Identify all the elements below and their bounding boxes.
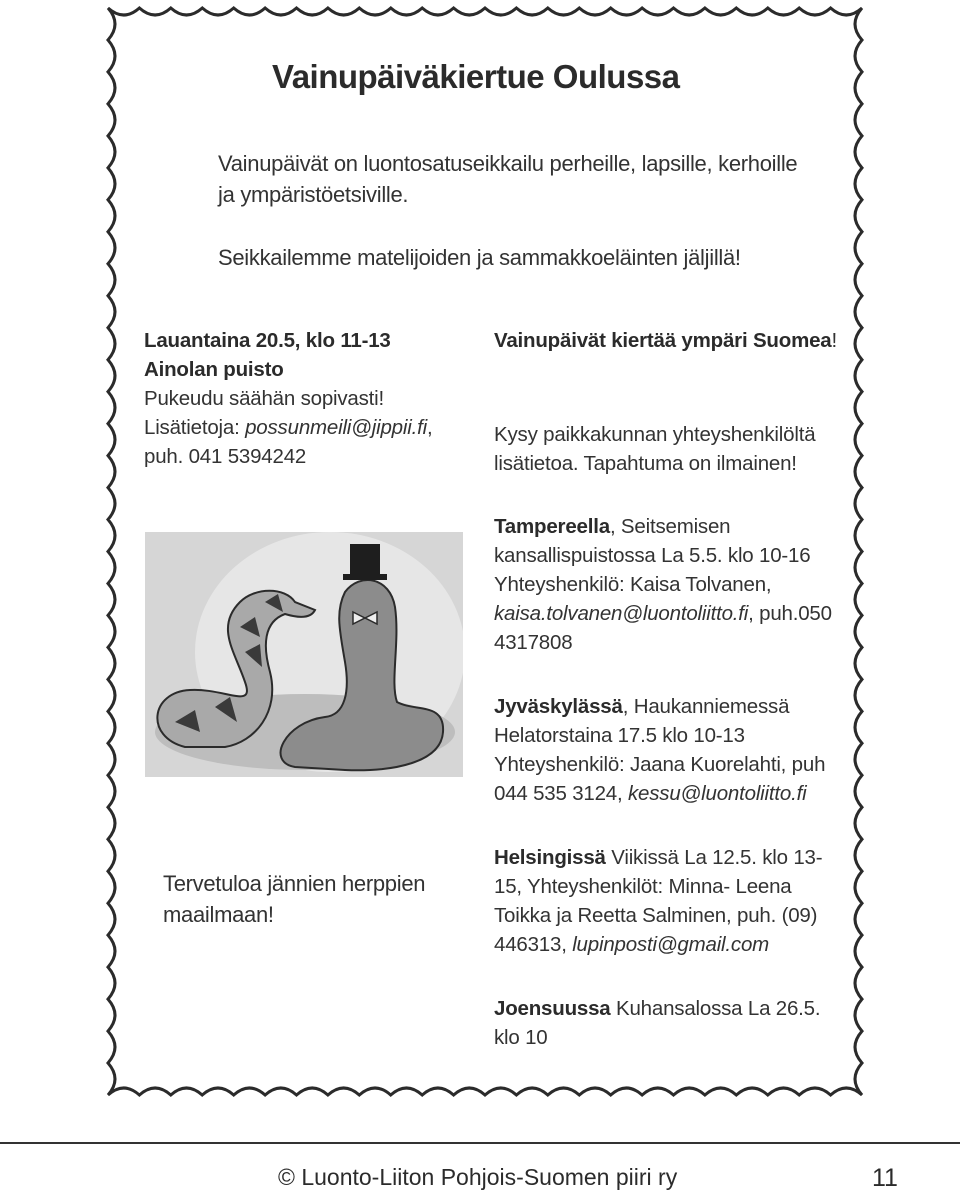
welcome-text: Tervetuloa jännien herppien maailmaan! [163,871,426,927]
intro-subtext: Seikkailemme matelijoiden ja sammakkoeläinten jäljillä! [218,245,741,270]
tour-heading-end: ! [831,329,837,352]
event-jyvaskyla [494,692,839,808]
event-city: Joensuussa [494,997,611,1020]
page-title: Vainupäiväkiertue Oulussa [272,58,680,95]
intro-text: Vainupäivät on luontosatuseikkailu perheille, lapsille, kerhoille ja ympäristöetsiville. [218,151,798,207]
footer-copyright: © Luonto-Liiton Pohjois-Suomen piiri ry [278,1164,678,1190]
event-phone: , puh.050 4317808 [494,602,832,654]
event-email-link[interactable]: lupinposti@gmail.com [572,933,770,956]
info-label: Lisätietoja: [144,416,246,439]
oulu-contact [144,413,464,471]
event-city: Tampereella [494,515,610,538]
event-email-link[interactable]: kessu@luontoliitto.fi [628,782,807,805]
event-details: Viikissä La 12.5. klo 13-15, Yhteyshenkilöt: Minna- Leena Toikka ja Reetta Salminen, puh. (09) 446313, [494,846,823,956]
event-details: , Seitsemisen kansallispuistossa La 5.5. klo 10-16 Yhteyshenkilö: Kaisa Tolvanen, [494,515,811,596]
event-email-link[interactable]: kaisa.tolvanen@luontoliitto.fi [494,602,749,625]
oulu-dress-note: Pukeudu säähän sopivasti! [144,387,385,410]
page-number: 11 [872,1164,898,1192]
tour-heading [494,326,839,355]
event-joensuu [494,994,839,1052]
event-helsinki [494,843,839,959]
oulu-place: Ainolan puisto [144,358,284,381]
event-details: , Haukanniemessä Helatorstaina 17.5 klo 10-13 Yhteyshenkilö: Jaana Kuorelahti, puh 044 535 3124, [494,695,826,805]
oulu-date: Lauantaina 20.5, klo 11-13 [144,329,391,352]
event-tampere [494,512,839,657]
oulu-phone: , puh. 041 5394242 [144,416,433,468]
event-details: Kuhansalossa La 26.5. klo 10 [494,997,821,1049]
oulu-email-link[interactable]: possunmeili@jippii.fi [245,416,427,439]
event-city: Helsingissä [494,846,606,869]
tour-note: Kysy paikkakunnan yhteyshenkilöltä lisätietoa. Tapahtuma on ilmainen! [494,423,816,475]
two-snakes-illustration [145,532,463,777]
oulu-event [144,326,464,471]
tour-heading-bold: Vainupäivät kiertää ympäri Suomea [494,329,832,352]
footer-divider [0,1142,960,1144]
event-city: Jyväskylässä [494,695,623,718]
